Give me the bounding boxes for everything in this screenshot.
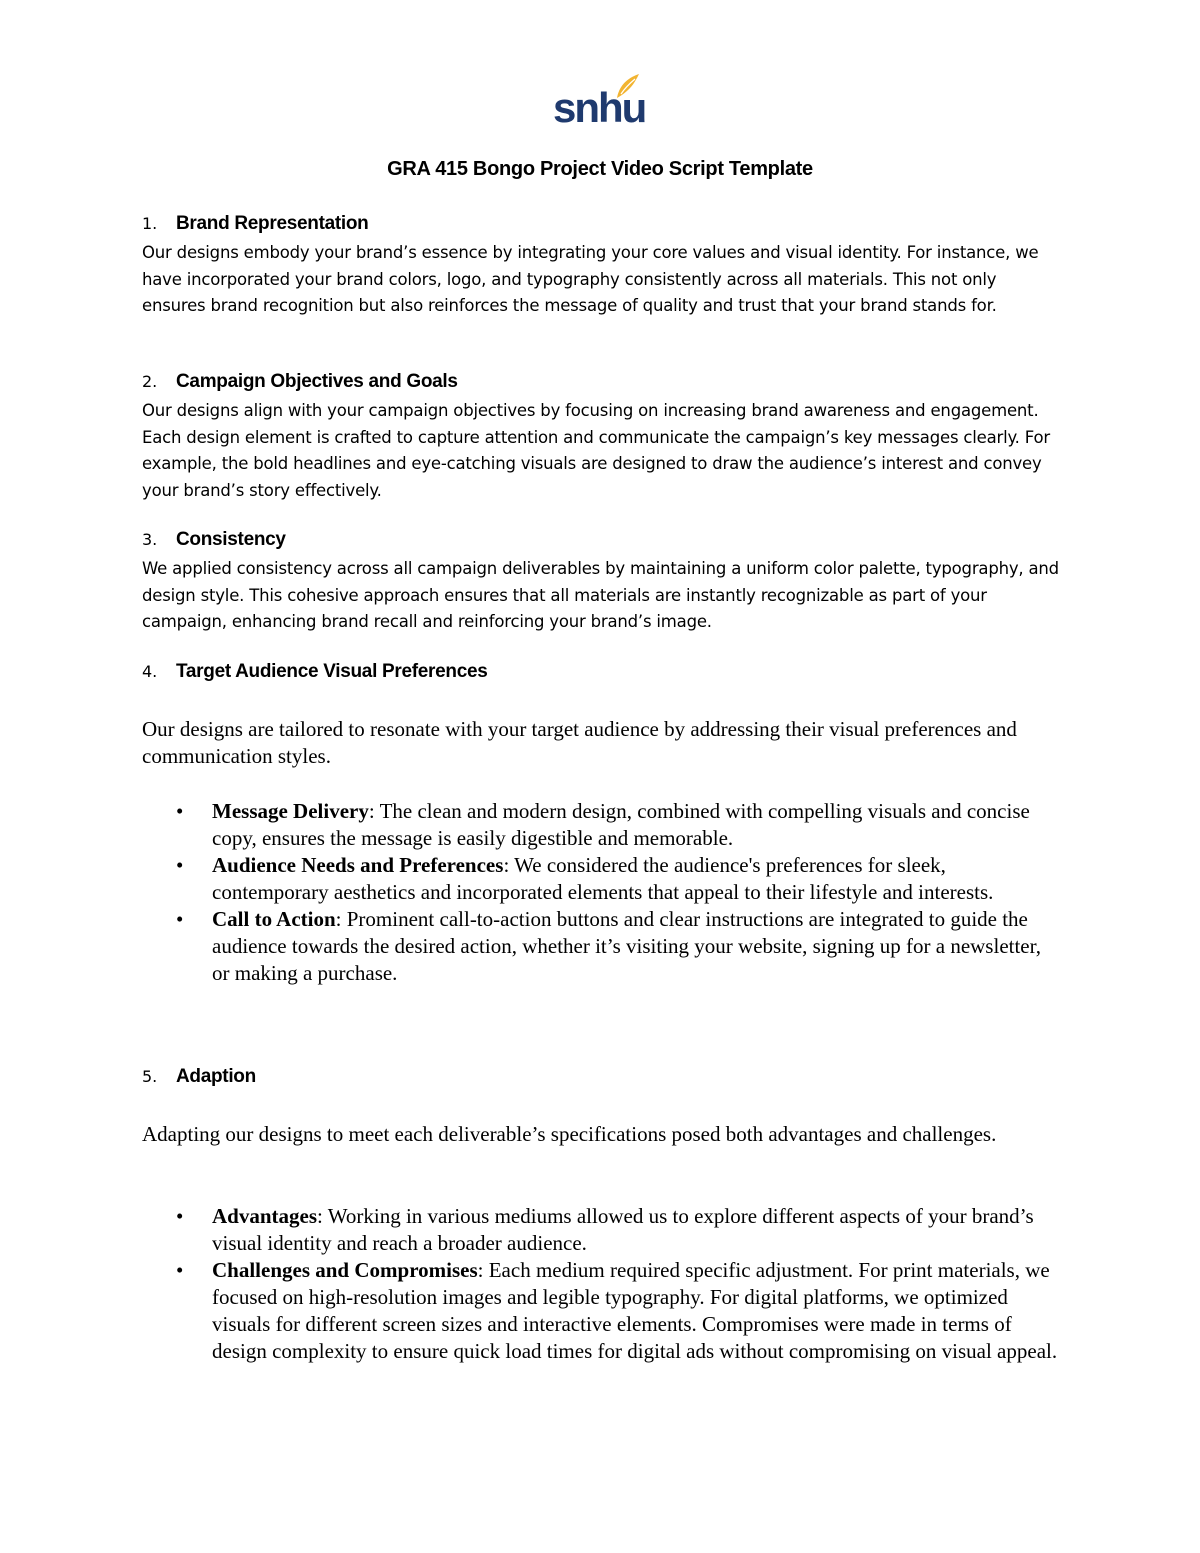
section-title: Brand Representation xyxy=(176,213,369,234)
bullet-icon: • xyxy=(176,1204,184,1228)
list-item xyxy=(142,798,1062,852)
bullet-icon: • xyxy=(176,907,184,931)
section-title: Campaign Objectives and Goals xyxy=(176,371,458,392)
section-heading-5 xyxy=(142,1066,256,1088)
section-number: 5. xyxy=(142,1067,158,1086)
bullet-text: : Prominent call-to-action buttons and clear instructions are integrated to guide the audience towards the desired action, whether it’s visiting your website, signing up for a newsletter, or making a purchase. xyxy=(212,907,1042,985)
bullet-text: : Working in various mediums allowed us to explore different aspects of your brand’s visual identity and reach a broader audience. xyxy=(212,1204,1034,1255)
snhu-logo xyxy=(553,72,646,134)
bullet-list-5 xyxy=(142,1203,1062,1365)
section-number: 2. xyxy=(142,372,158,391)
bullet-text: : Each medium required specific adjustment. For print materials, we focused on high-resolution images and legible typography. For digital platforms, we optimized visuals for different screen sizes and interactive elements. Compromises were made in terms of design complexity to ensure quick load times for digital ads without compromising on visual appeal. xyxy=(212,1258,1058,1363)
list-item xyxy=(142,1203,1062,1257)
section-title: Consistency xyxy=(176,529,286,550)
bullet-text: : We considered the audience's preferences for sleek, contemporary aesthetics and incorporated elements that appeal to their lifestyle and interests. xyxy=(212,853,994,904)
section-title: Adaption xyxy=(176,1066,256,1087)
bullet-term: Challenges and Compromises xyxy=(212,1258,478,1282)
bullet-text: : The clean and modern design, combined with compelling visuals and concise copy, ensures the message is easily digestible and memorable. xyxy=(212,799,1030,850)
section-heading-4 xyxy=(142,661,488,683)
document-title: GRA 415 Bongo Project Video Script Template xyxy=(387,158,813,180)
section-heading-3 xyxy=(142,529,286,551)
section-body-1: Our designs embody your brand’s essence by integrating your core values and visual identity. For instance, we have incorporated your brand colors, logo, and typography consistently across all materials. This not only ensures brand recognition but also reinforces the message of quality and trust that your brand stands for. xyxy=(142,243,1039,315)
bullet-term: Call to Action xyxy=(212,907,336,931)
bullet-list-4 xyxy=(142,798,1062,987)
section-body-4: Our designs are tailored to resonate with your target audience by addressing their visual preferences and communication styles. xyxy=(142,717,1017,768)
bullet-icon: • xyxy=(176,853,184,877)
bullet-icon: • xyxy=(176,1258,184,1282)
bullet-icon: • xyxy=(176,799,184,823)
logo-wordmark: snhu xyxy=(553,84,646,131)
bullet-term: Message Delivery xyxy=(212,799,369,823)
bullet-term: Advantages xyxy=(212,1204,318,1228)
list-item xyxy=(142,852,1062,906)
bullet-term: Audience Needs and Preferences xyxy=(212,853,504,877)
section-body-2: Our designs align with your campaign objectives by focusing on increasing brand awareness and engagement. Each design element is crafted to capture attention and communicate the campaign’s key messages clearly. For example, the bold headlines and eye-catching visuals are designed to draw the audience’s interest and convey your brand’s story effectively. xyxy=(142,401,1050,500)
section-number: 3. xyxy=(142,530,158,549)
section-number: 1. xyxy=(142,214,158,233)
section-body-5: Adapting our designs to meet each deliverable’s specifications posed both advantages and challenges. xyxy=(142,1122,997,1146)
section-body-3: We applied consistency across all campaign deliverables by maintaining a uniform color palette, typography, and design style. This cohesive approach ensures that all materials are instantly recognizable as part of your campaign, enhancing brand recall and reinforcing your brand’s image. xyxy=(142,559,1059,631)
section-title: Target Audience Visual Preferences xyxy=(176,661,488,682)
list-item xyxy=(142,906,1062,987)
list-item xyxy=(142,1257,1062,1365)
section-number: 4. xyxy=(142,662,158,681)
section-heading-2 xyxy=(142,371,458,393)
section-heading-1 xyxy=(142,213,368,235)
